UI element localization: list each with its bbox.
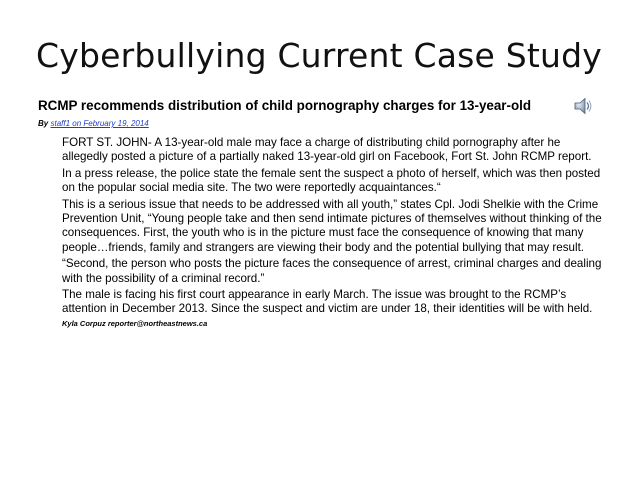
article-paragraph-2: In a press release, the police state the female sent the suspect a photo of herself, which was then posted on the popular social media site. The two were reportedly acquaintances.“ — [62, 166, 601, 195]
article-paragraph-1: FORT ST. JOHN- A 13-year-old male may face a charge of distributing child pornography after he allegedly posted a picture of a partially naked 13-year-old girl on Facebook, Fort St. John RCMP report. — [62, 136, 592, 164]
article-headline: RCMP recommends distribution of child pornography charges for 13-year-old — [38, 98, 532, 113]
article-byline — [38, 119, 149, 129]
byline-author-link[interactable]: staff1 on February 19, 2014 — [50, 119, 149, 128]
article-body — [62, 136, 602, 329]
speaker-icon[interactable] — [572, 95, 594, 117]
byline-prefix: By — [38, 119, 49, 128]
article-paragraph-4: “Second, the person who posts the picture faces the consequence of arrest, criminal charges and dealing with the possibility of a criminal record.” — [62, 257, 602, 285]
slide-title: Cyberbullying Current Case Study — [36, 36, 602, 75]
article-signature: Kyla Corpuz reporter@northeastnews.ca — [62, 318, 208, 328]
article-paragraph-3: This is a serious issue that needs to be addressed with all youth,” states Cpl. Jodi Shelkie with the Crime Prevention Unit, “Young people take and then send intimate pictures of themselves without thinking of the consequences. First, the youth who is in the picture must face the consequence of knowing that many people…friends, family and strangers are viewing their body and the potential bullying that may result. — [62, 197, 602, 254]
article-paragraph-5: The male is facing his first court appearance in early March. The issue was brought to the RCMP’s attention in December 2013. Since the suspect and victim are under 18, their identities will be with held. — [62, 288, 593, 316]
speaker-icon-graphic — [572, 95, 594, 117]
